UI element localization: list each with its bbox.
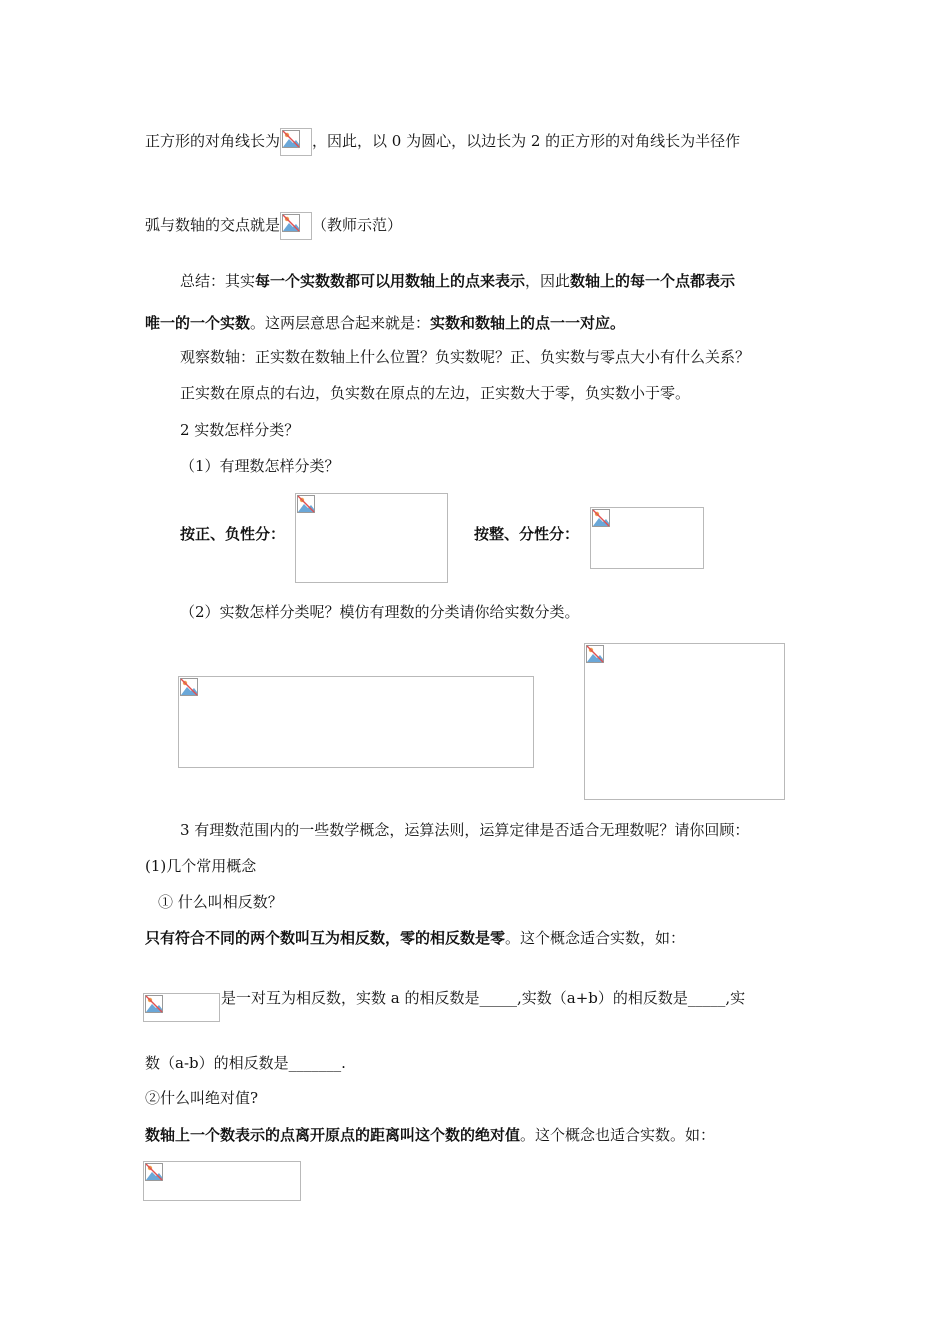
broken-image-icon	[297, 495, 315, 513]
summary-bold-3: 唯一的一个实数	[145, 314, 251, 332]
text-arc-intersection: 弧与数轴的交点就是	[145, 216, 281, 234]
broken-image-icon	[592, 509, 610, 527]
classify-by-sign-label: 按正、负性分：	[180, 525, 286, 543]
section-2-heading: 2 实数怎样分类？	[180, 421, 300, 439]
opposite-fill-blank-2: 数（a-b）的相反数是_______.	[145, 1054, 346, 1072]
opposite-number-question: ① 什么叫相反数？	[158, 893, 283, 911]
summary-bold-4: 实数和数轴上的点一一对应。	[430, 314, 626, 332]
sign-classification-image	[295, 493, 448, 583]
paragraph-line-2	[145, 212, 402, 240]
broken-image-icon	[145, 995, 163, 1013]
summary-connector-2: 。这两层意思合起来就是：	[250, 314, 431, 332]
section-3-heading: 3 有理数范围内的一些数学概念，运算法则，运算定律是否适合无理数呢？请你回顾：	[180, 821, 750, 839]
paragraph-line-1	[145, 128, 740, 156]
formula-image-sqrt2	[280, 128, 312, 156]
summary-bold-1: 每一个实数数都可以用数轴上的点来表示	[255, 272, 526, 290]
positive-negative-answer: 正实数在原点的右边，负实数在原点的左边，正实数大于零，负实数小于零。	[180, 384, 691, 402]
absolute-value-question: ②什么叫绝对值?	[145, 1089, 259, 1107]
absolute-value-definition-bold: 数轴上一个数表示的点离开原点的距离叫这个数的绝对值	[145, 1126, 521, 1144]
text-therefore-arc: ，因此，以 0 为圆心，以边长为 2 的正方形的对角线长为半径作	[312, 132, 741, 150]
opposite-definition-bold: 只有符合不同的两个数叫互为相反数，零的相反数是零	[145, 929, 506, 947]
broken-image-icon	[180, 678, 198, 696]
real-classification-image-1	[178, 676, 534, 768]
formula-image-point	[280, 212, 312, 240]
integer-classification-image	[590, 507, 704, 569]
absolute-value-definition-line	[145, 1125, 715, 1145]
text-diagonal-length: 正方形的对角线长为	[145, 132, 281, 150]
observe-number-line: 观察数轴：正实数在数轴上什么位置？负实数呢？正、负实数与零点大小有什么关系？	[180, 348, 751, 366]
common-concepts-heading: (1)几个常用概念	[145, 857, 257, 875]
broken-image-icon	[145, 1163, 163, 1181]
opposite-example-image	[143, 993, 220, 1022]
broken-image-icon	[586, 645, 604, 663]
absolute-value-example-image	[143, 1161, 301, 1201]
opposite-definition-line	[145, 928, 685, 948]
opposite-example-intro: 。这个概念适合实数，如：	[505, 929, 686, 947]
summary-connector: ，因此	[525, 272, 571, 290]
broken-image-icon	[282, 214, 300, 232]
summary-line-2	[145, 313, 625, 333]
opposite-fill-blanks: 是一对互为相反数，实数 a 的相反数是_____,实数（a+b）的相反数是_____,实	[221, 989, 746, 1007]
summary-bold-2: 数轴上的每一个点都表示	[570, 272, 736, 290]
classify-by-integer-label: 按整、分性分：	[474, 525, 580, 543]
rational-classify-question: （1）有理数怎样分类？	[180, 457, 340, 475]
summary-line-1	[180, 271, 735, 291]
broken-image-icon	[282, 130, 300, 148]
text-teacher-demo: （教师示范）	[312, 216, 403, 234]
summary-label: 总结：其实	[180, 272, 256, 290]
absolute-value-example-intro: 。这个概念也适合实数。如：	[520, 1126, 716, 1144]
real-classification-image-2	[584, 643, 785, 800]
real-classify-question: （2）实数怎样分类呢？模仿有理数的分类请你给实数分类。	[180, 603, 580, 621]
